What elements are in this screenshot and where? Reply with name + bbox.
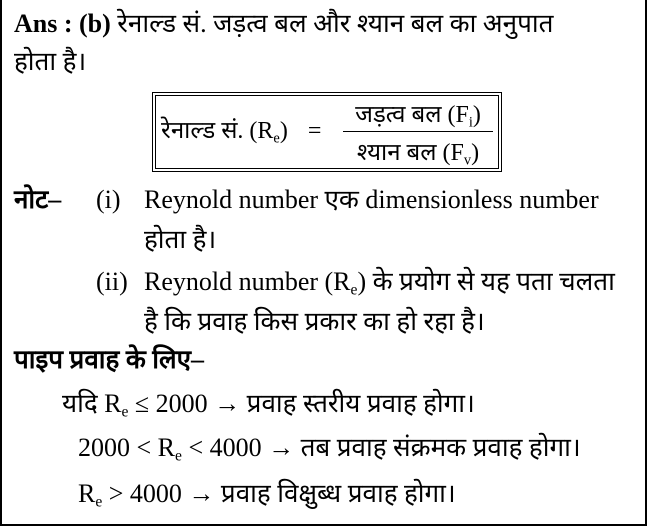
denominator-text: श्यान बल (F xyxy=(356,140,464,166)
cond3-text-b: > 4000 → प्रवाह विक्षुब्ध प्रवाह होगा। xyxy=(102,479,456,508)
note-label: नोट– xyxy=(14,185,62,214)
note-item-1-marker: (i) xyxy=(96,185,121,214)
cond3-subscript: e xyxy=(95,493,103,511)
cond2-text-b: < 4000 → तब प्रवाह संक्रमक प्रवाह होगा। xyxy=(181,433,581,462)
cond3-text-a: R xyxy=(78,479,96,508)
answer-label: Ans : (b) xyxy=(14,9,111,38)
cond1-text-a: यदि R xyxy=(62,389,122,418)
formula-lhs-close: ) xyxy=(279,118,288,144)
condition-transitional xyxy=(78,432,581,464)
formula-equals: = xyxy=(307,118,322,144)
note-item-1-line-2: होता है। xyxy=(144,225,217,254)
cond2-subscript: e xyxy=(175,447,182,465)
note-item-1-line-1: Reynold number एक dimensionless number xyxy=(144,185,599,214)
note-item-2-text-b: ) के प्रयोग से यह पता चलता xyxy=(357,267,615,296)
numerator-text: जड़त्व बल (F xyxy=(355,102,469,128)
note-item-2-text-a: Reynold number (R xyxy=(144,267,351,296)
note-item-2-subscript: e xyxy=(350,281,358,299)
note-item-2-line-1 xyxy=(144,266,615,298)
condition-laminar xyxy=(62,388,475,420)
formula-lhs-text: रेनाल्ड सं. (R xyxy=(161,118,274,144)
formula-lhs-subscript: e xyxy=(273,130,280,147)
condition-turbulent xyxy=(78,478,456,510)
note-item-2-line-2: है कि प्रवाह किस प्रकार का हो रहा है। xyxy=(144,307,485,336)
answer-text: रेनाल्ड सं. जड़त्व बल और श्यान बल का अनुपात xyxy=(117,9,554,38)
numerator-close: ) xyxy=(472,102,481,128)
cond1-subscript: e xyxy=(121,403,129,421)
note-item-2-marker: (ii) xyxy=(96,267,128,296)
formula-denominator xyxy=(343,135,493,168)
pipe-flow-heading: पाइप प्रवाह के लिए– xyxy=(14,345,205,374)
answer-line-1 xyxy=(14,8,553,40)
answer-line-2: होता है। xyxy=(14,47,87,76)
formula-numerator xyxy=(343,97,493,130)
fraction-bar xyxy=(343,131,493,132)
numerator-subscript: i xyxy=(468,114,473,131)
reynolds-formula-box xyxy=(152,92,502,172)
cond2-text-a: 2000 < R xyxy=(78,433,176,462)
formula-lhs xyxy=(161,115,321,147)
denominator-subscript: v xyxy=(463,152,472,169)
denominator-close: ) xyxy=(471,140,480,166)
cond1-text-b: ≤ 2000 → प्रवाह स्तरीय प्रवाह होगा। xyxy=(128,389,475,418)
